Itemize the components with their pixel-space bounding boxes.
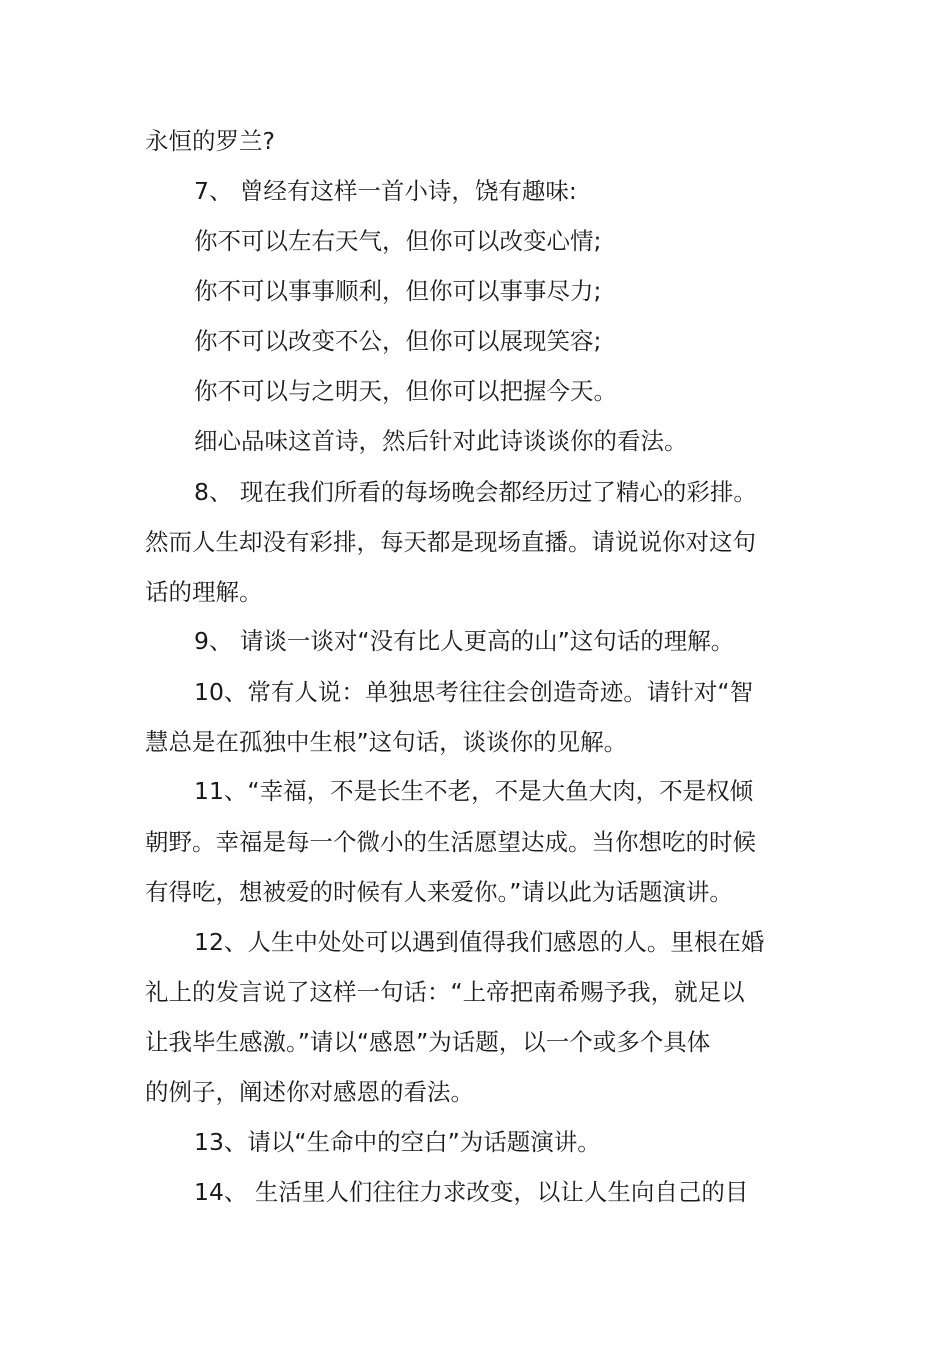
text-line: 细心品味这首诗，然后针对此诗谈谈你的看法。 [194,427,688,455]
text-line: 你不可以与之明天，但你可以把握今天。 [194,377,617,405]
text-line: 12、人生中处处可以遇到值得我们感恩的人。里根在婚 [194,928,765,956]
text-line: 你不可以事事顺利，但你可以事事尽力; [194,277,602,305]
text-line: 有得吃，想被爱的时候有人来爱你。”请以此为话题演讲。 [145,878,733,906]
text-line: 10、常有人说：单独思考往往会创造奇迹。请针对“智 [194,678,754,706]
text-line: 然而人生却没有彩排，每天都是现场直播。请说说你对这句 [145,528,756,556]
text-line: 9、 请谈一谈对“没有比人更高的山”这句话的理解。 [194,627,735,655]
text-line: 让我毕生感激。”请以“感恩”为话题，以一个或多个具体 [145,1028,711,1056]
text-line: 你不可以左右天气，但你可以改变心情; [194,227,602,255]
text-line: 慧总是在孤独中生根”这句话，谈谈你的见解。 [145,728,628,756]
text-line: 8、 现在我们所看的每场晚会都经历过了精心的彩排。 [194,478,757,506]
text-line: 7、 曾经有这样一首小诗，饶有趣味: [194,177,577,205]
text-line: 的例子，阐述你对感恩的看法。 [145,1078,474,1106]
text-line: 14、 生活里人们往往力求改变，以让人生向自己的目 [194,1178,749,1206]
text-line: 你不可以改变不公，但你可以展现笑容; [194,327,602,355]
text-line: 11、“幸福，不是长生不老，不是大鱼大肉，不是权倾 [194,777,754,805]
text-line: 13、请以“生命中的空白”为话题演讲。 [194,1128,601,1156]
text-line: 礼上的发言说了这样一句话：“上帝把南希赐予我，就足以 [145,978,745,1006]
text-line: 朝野。幸福是每一个微小的生活愿望达成。当你想吃的时候 [145,828,756,856]
text-line: 话的理解。 [145,578,263,606]
text-line: 永恒的罗兰? [145,127,275,155]
